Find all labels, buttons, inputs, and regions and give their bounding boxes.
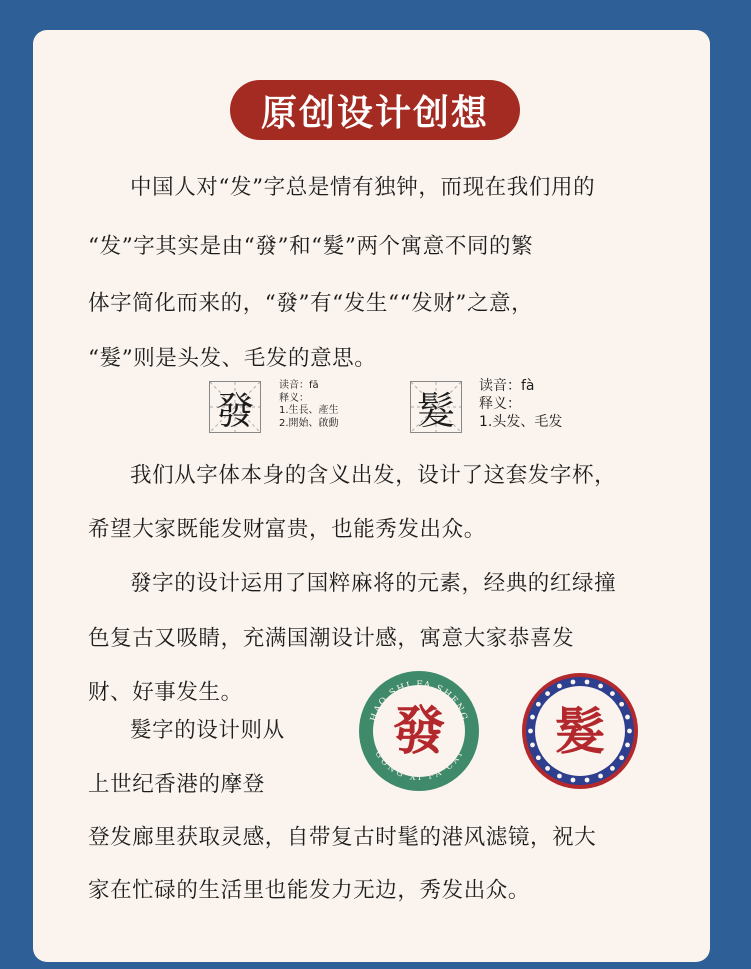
hair-design-line-2: 上世纪香港的摩登 (88, 772, 265, 797)
badge-blue-dot (530, 743, 535, 748)
reading-fa-hair: 读音：fà (479, 378, 535, 394)
badge-green-bottom-arc: GONG XI FA CAI (373, 749, 465, 783)
meaning-1-fa-prosper: 1.生長、產生 (279, 405, 339, 416)
badge-blue-dot (545, 691, 550, 696)
badge-blue-dot (610, 691, 615, 696)
badge-blue-dot (557, 684, 562, 689)
hair-design-line-3: 登发廊里获取灵感，自带复古时髦的港风滤镜，祝大 (88, 825, 597, 850)
meaning-1-fa-hair: 1.头发、毛发 (479, 413, 563, 430)
badge-green-fa (357, 669, 481, 793)
intro-line-4: “髮”则是头发、毛发的意思。 (88, 346, 377, 371)
badge-blue-dot (625, 743, 630, 748)
badge-blue-dot (585, 680, 590, 685)
badge-blue-dot (625, 715, 630, 720)
badge-blue-dot (610, 766, 615, 771)
badge-blue-hair (520, 671, 640, 791)
glyph-info-fa-prosper (279, 380, 339, 430)
badge-blue-dot (619, 755, 624, 760)
intro-line-2: “发”字其实是由“發”和“髮”两个寓意不同的繁 (88, 234, 534, 259)
badge-blue-dot (536, 702, 541, 707)
badge-blue-dot (536, 755, 541, 760)
badge-blue-dot (545, 766, 550, 771)
badge-blue-dot (557, 774, 562, 779)
hair-design-line-1: 髮字的设计则从 (130, 718, 285, 743)
badge-blue-dot (571, 680, 576, 685)
glyph-char-fa-prosper: 發 (215, 388, 254, 433)
badge-green-top-arc: HAO SHI FA SHENG (369, 679, 469, 723)
badge-blue-dot (598, 774, 603, 779)
badge-blue-dot (585, 778, 590, 783)
meaning-label-fa-hair: 释义： (479, 395, 521, 412)
fa-design-line-1: 發字的设计运用了国粹麻将的元素，经典的红绿撞 (130, 571, 617, 596)
badge-blue-dot (598, 684, 603, 689)
glyph-box-fa-hair (410, 381, 462, 433)
page-title: 原创设计创想 (260, 92, 489, 134)
badge-blue-dot (627, 729, 632, 734)
meaning-label-fa-prosper: 释义： (279, 392, 309, 404)
badge-blue-dot (528, 729, 533, 734)
intro-line-3: 体字简化而来的，“發”有“发生““发财”之意， (88, 291, 534, 316)
fa-design-line-2: 色复古又吸睛，充满国潮设计感，寓意大家恭喜发 (88, 626, 575, 651)
fa-design-line-3: 财、好事发生。 (88, 680, 243, 705)
design-intro-line-2: 希望大家既能发财富贵，也能秀发出众。 (88, 517, 486, 542)
badge-blue-dot (571, 778, 576, 783)
meaning-2-fa-prosper: 2.開始、啟動 (279, 417, 339, 429)
reading-fa-prosper: 读音：fā (279, 380, 319, 391)
hair-design-line-4: 家在忙碌的生活里也能发力无边，秀发出众。 (88, 878, 531, 903)
badge-green-char: 發 (392, 701, 446, 762)
glyph-info-fa-hair (479, 378, 562, 432)
glyph-box-fa-prosper (209, 381, 261, 433)
title-banner (230, 80, 520, 140)
badge-blue-char: 髮 (555, 702, 605, 761)
design-intro-line-1: 我们从字体本身的含义出发，设计了这套发字杯， (130, 463, 617, 488)
glyph-char-fa-hair: 髮 (416, 388, 455, 433)
badge-blue-dot (530, 715, 535, 720)
badge-blue-dot (619, 702, 624, 707)
intro-line-1: 中国人对“发”字总是情有独钟，而现在我们用的 (130, 175, 596, 200)
